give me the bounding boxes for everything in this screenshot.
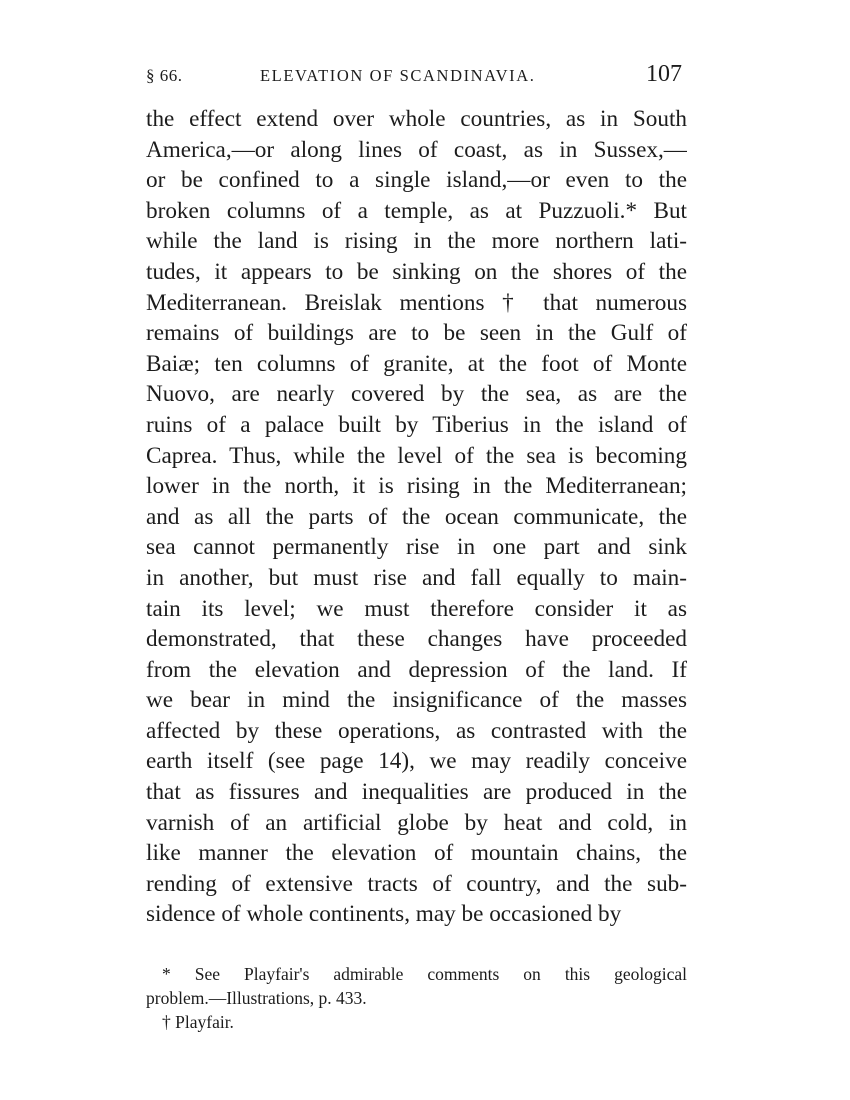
text-line: rending of extensive tracts of country, and the sub- bbox=[146, 870, 687, 897]
text-line: sidence of whole continents, may be occasioned by bbox=[146, 901, 622, 928]
text-line: and as all the parts of the ocean communicate, the bbox=[146, 503, 687, 530]
text-line: tain its level; we must therefore consider it as bbox=[146, 595, 687, 622]
text-line: earth itself (see page 14), we may readily conceive bbox=[146, 748, 687, 775]
text-line: tudes, it appears to be sinking on the shores of the bbox=[146, 258, 687, 285]
text-line: while the land is rising in the more northern lati- bbox=[146, 228, 687, 255]
text-line: sea cannot permanently rise in one part and sink bbox=[146, 534, 687, 561]
text-line: America,—or along lines of coast, as in Sussex,— bbox=[146, 136, 687, 163]
text-line: affected by these operations, as contrasted with the bbox=[146, 717, 687, 744]
text-line: from the elevation and depression of the land. If bbox=[146, 656, 687, 683]
text-line: Baiæ; ten columns of granite, at the foot of Monte bbox=[146, 350, 687, 377]
text-line: the effect extend over whole countries, as in South bbox=[146, 106, 687, 132]
text-line: Nuovo, are nearly covered by the sea, as are the bbox=[146, 381, 687, 408]
footnote-1-line-1: * See Playfair's admirable comments on this geological bbox=[162, 964, 687, 984]
text-line: we bear in mind the insignificance of the masses bbox=[146, 687, 687, 714]
running-title: ELEVATION OF SCANDINAVIA. bbox=[260, 66, 536, 85]
text-line: or be confined to a single island,—or even to the bbox=[146, 167, 687, 194]
text-line: Caprea. Thus, while the level of the sea is becoming bbox=[146, 442, 687, 469]
text-line: that as fissures and inequalities are produced in the bbox=[146, 779, 687, 806]
text-line: Mediterranean. Breislak mentions † that numerous bbox=[146, 289, 687, 316]
text-line: lower in the north, it is rising in the Mediterranean; bbox=[146, 473, 687, 500]
text-line: demonstrated, that these changes have proceeded bbox=[146, 626, 687, 653]
page-number: 107 bbox=[646, 61, 682, 87]
section-number: § 66. bbox=[146, 66, 183, 85]
footnote-2: † Playfair. bbox=[162, 1012, 234, 1032]
footnote-1-line-2: problem.—Illustrations, p. 433. bbox=[146, 988, 367, 1008]
footnotes bbox=[146, 962, 687, 1034]
text-line: in another, but must rise and fall equally to main- bbox=[146, 564, 687, 591]
text-line: remains of buildings are to be seen in the Gulf of bbox=[146, 320, 687, 347]
text-line: ruins of a palace built by Tiberius in the island of bbox=[146, 411, 687, 438]
body-text bbox=[146, 104, 687, 930]
text-line: broken columns of a temple, as at Puzzuoli.* But bbox=[146, 197, 687, 224]
running-header bbox=[146, 58, 686, 92]
text-line: like manner the elevation of mountain chains, the bbox=[146, 840, 687, 867]
text-line: varnish of an artificial globe by heat and cold, in bbox=[146, 809, 687, 836]
